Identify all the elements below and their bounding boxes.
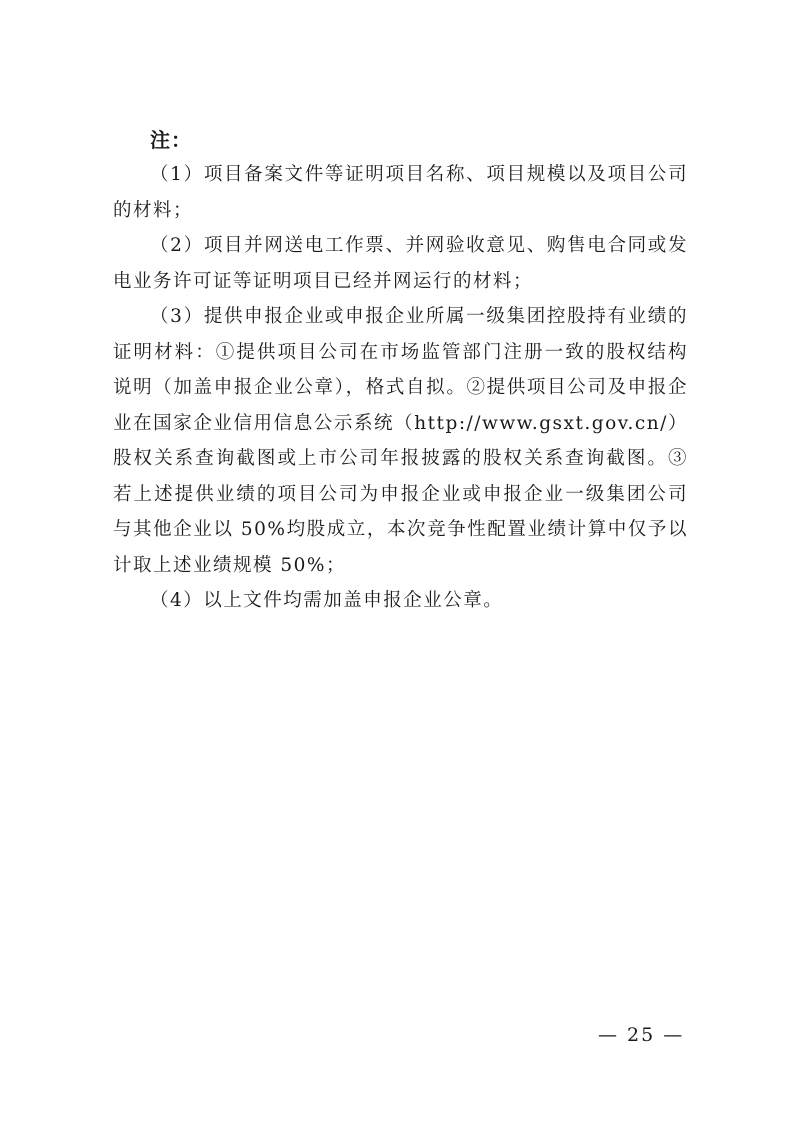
notes-body: [113, 157, 688, 619]
note-item-1: （1）项目备案文件等证明项目名称、项目规模以及项目公司的材料；: [113, 164, 688, 221]
note-item-3: （3）提供申报企业或申报企业所属一级集团控股持有业绩的证明材料：①提供项目公司在市场监管部门注册一致的股权结构说明（加盖申报企业公章），格式自拟。②提供项目公司及申报企业在国家企业信用信息公示系统（http://www.gsxt.gov.cn/）股权关系查询截图或上市公司年报披露的股权关系查询截图。③若上述提供业绩的项目公司为申报企业或申报企业一级集团公司与其他企业以 50%均股成立，本次竞争性配置业绩计算中仅予以计取上述业绩规模 50%；: [113, 306, 688, 576]
page-number: — 25 —: [598, 1024, 685, 1046]
note-heading: 注：: [150, 128, 192, 152]
note-item-4: （4）以上文件均需加盖申报企业公章。: [150, 590, 504, 611]
note-item-2: （2）项目并网送电工作票、并网验收意见、购售电合同或发电业务许可证等证明项目已经并网运行的材料；: [113, 235, 688, 292]
